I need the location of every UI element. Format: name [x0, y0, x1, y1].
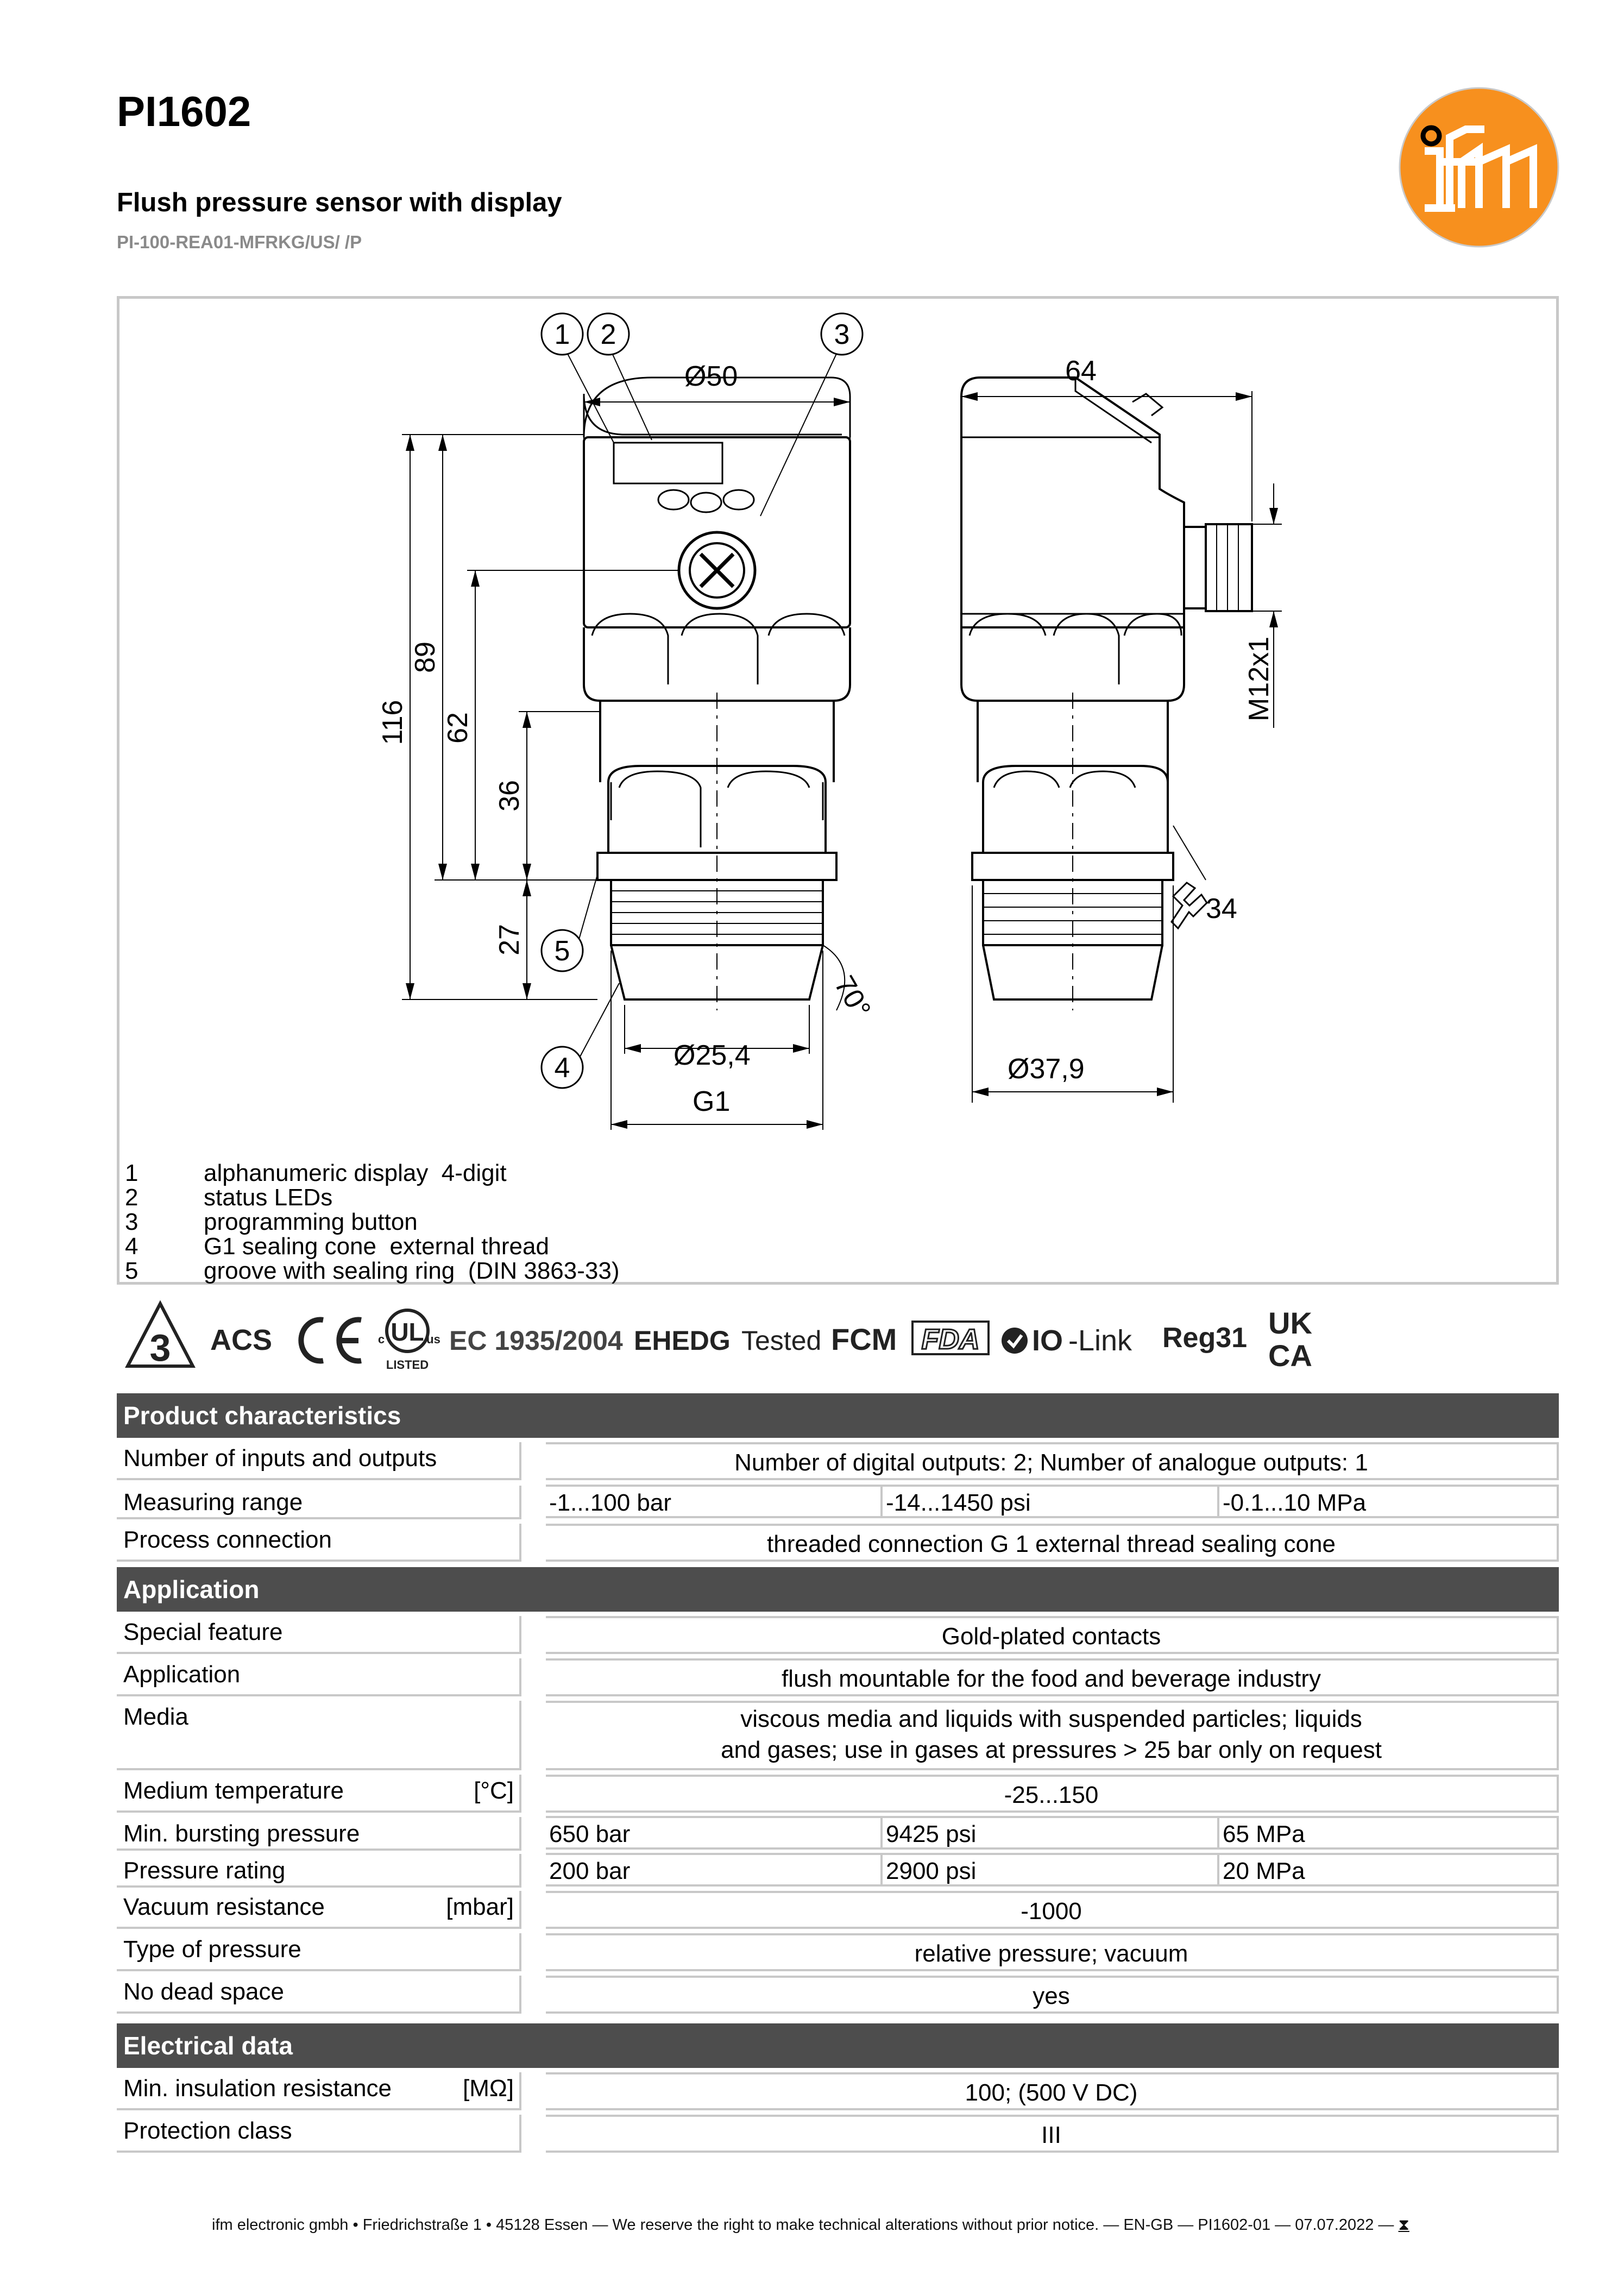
row-value: III	[546, 2115, 1559, 2153]
row-value: 200 bar	[546, 1853, 883, 1887]
dim-diameter-50: Ø50	[684, 361, 738, 392]
dim-27: 27	[494, 924, 525, 955]
row-value: -25...150	[546, 1775, 1559, 1813]
dim-116: 116	[377, 700, 408, 745]
wrench-icon	[1172, 883, 1207, 928]
svg-text:FDA: FDA	[921, 1324, 980, 1355]
row-label: Min. insulation resistance [MΩ]	[117, 2072, 521, 2110]
row-value: -1000	[546, 1891, 1559, 1929]
svg-text:c: c	[377, 1332, 385, 1346]
dim-wrench-34: 34	[1206, 893, 1237, 925]
row-label: Type of pressure	[117, 1933, 521, 1971]
article-code: PI-100-REA01-MFRKG/US/ /P	[117, 232, 362, 252]
callout-3: 3	[834, 319, 850, 350]
svg-text:UL: UL	[391, 1318, 424, 1346]
product-subtitle: Flush pressure sensor with display	[117, 188, 562, 217]
page-footer: ifm electronic gmbh • Friedrichstraße 1 • 45128 Essen — We reserve the right to make technical alterations without prior notice. — EN-GB — PI1602-01 — 07.07.2022 — ⧗	[212, 2216, 1409, 2234]
dimension-drawing	[369, 310, 1320, 1146]
dim-m12x1: M12x1	[1243, 636, 1275, 722]
row-value: Number of digital outputs: 2; Number of analogue outputs: 1	[546, 1442, 1559, 1480]
dim-diameter-25-4: Ø25,4	[673, 1040, 751, 1071]
row-value: relative pressure; vacuum	[546, 1933, 1559, 1971]
io-link-logo	[1002, 1324, 1132, 1357]
row-value: flush mountable for the food and beverage industry	[546, 1658, 1559, 1696]
row-label: Medium temperature [°C]	[117, 1775, 521, 1813]
dim-89: 89	[410, 642, 441, 673]
row-label: Protection class	[117, 2115, 521, 2153]
svg-text:LISTED: LISTED	[386, 1358, 429, 1372]
row-label: Measuring range	[117, 1486, 521, 1519]
ul-listed-icon	[378, 1310, 440, 1372]
section-header-application: Application	[117, 1567, 1559, 1612]
row-value: 100; (500 V DC)	[546, 2072, 1559, 2110]
row-value: Gold-plated contacts	[546, 1616, 1559, 1654]
svg-text:CA: CA	[1268, 1338, 1312, 1373]
row-value: -0.1...10 MPa	[1219, 1485, 1559, 1518]
product-title: PI1602	[117, 87, 251, 135]
callout-2: 2	[600, 319, 616, 350]
dim-64: 64	[1065, 355, 1097, 387]
row-value: 650 bar	[546, 1816, 883, 1850]
row-value: -14...1450 psi	[883, 1485, 1219, 1518]
callout-5: 5	[554, 935, 570, 967]
ce-mark-icon	[301, 1320, 361, 1373]
row-label: Pressure rating	[117, 1854, 521, 1888]
svg-text:UK: UK	[1268, 1306, 1312, 1340]
3a-sanitary-icon	[128, 1304, 193, 1369]
row-value: viscous media and liquids with suspended particles; liquids and gases; use in gases at pressures > 25 bar only on request	[546, 1701, 1559, 1770]
row-value: 20 MPa	[1219, 1853, 1559, 1887]
svg-text:IO: IO	[1032, 1324, 1063, 1357]
dim-g1: G1	[693, 1086, 731, 1117]
section-header-product-characteristics: Product characteristics	[117, 1393, 1559, 1438]
row-label: No dead space	[117, 1976, 521, 2014]
hourglass-icon: ⧗	[1398, 2216, 1409, 2234]
row-label: Vacuum resistance [mbar]	[117, 1891, 521, 1929]
svg-text:-Link: -Link	[1068, 1324, 1132, 1357]
fcm-logo: FCM	[831, 1322, 897, 1356]
section-header-electrical-data: Electrical data	[117, 2023, 1559, 2068]
svg-text:CE: CE	[339, 1371, 341, 1372]
row-label: Min. bursting pressure	[117, 1817, 521, 1851]
dim-diameter-37-9: Ø37,9	[1008, 1053, 1085, 1085]
callout-4: 4	[554, 1052, 570, 1084]
svg-text:ifm: ifm	[1475, 236, 1483, 242]
row-label: Process connection	[117, 1524, 521, 1562]
ifm-logo	[1398, 86, 1560, 249]
row-label: Application	[117, 1658, 521, 1696]
callout-1: 1	[554, 319, 570, 350]
row-value: -1...100 bar	[546, 1485, 883, 1518]
fda-logo	[912, 1322, 989, 1355]
row-label: Number of inputs and outputs	[117, 1442, 521, 1480]
ec-1935-logo: EC 1935/2004	[449, 1325, 623, 1356]
dim-angle-70: 70°	[828, 971, 877, 1024]
row-value: threaded connection G 1 external thread sealing cone	[546, 1524, 1559, 1562]
row-label: Media	[117, 1701, 521, 1770]
row-value: 9425 psi	[883, 1816, 1219, 1850]
dim-36: 36	[494, 780, 525, 812]
ukca-mark-icon	[1268, 1306, 1312, 1373]
ehedg-logo: EHEDG	[634, 1325, 731, 1356]
reg31-logo: Reg31	[1162, 1322, 1248, 1354]
svg-text:3: 3	[149, 1326, 171, 1369]
certification-logos	[117, 1296, 1551, 1377]
row-label: Special feature	[117, 1616, 521, 1654]
row-value: 65 MPa	[1219, 1816, 1559, 1850]
ehedg-tested-label: Tested	[741, 1325, 822, 1356]
row-value: 2900 psi	[883, 1853, 1219, 1887]
acs-logo: ACS	[210, 1324, 273, 1356]
svg-text:us: us	[426, 1332, 440, 1346]
row-value: yes	[546, 1976, 1559, 2014]
dim-62: 62	[442, 712, 474, 744]
